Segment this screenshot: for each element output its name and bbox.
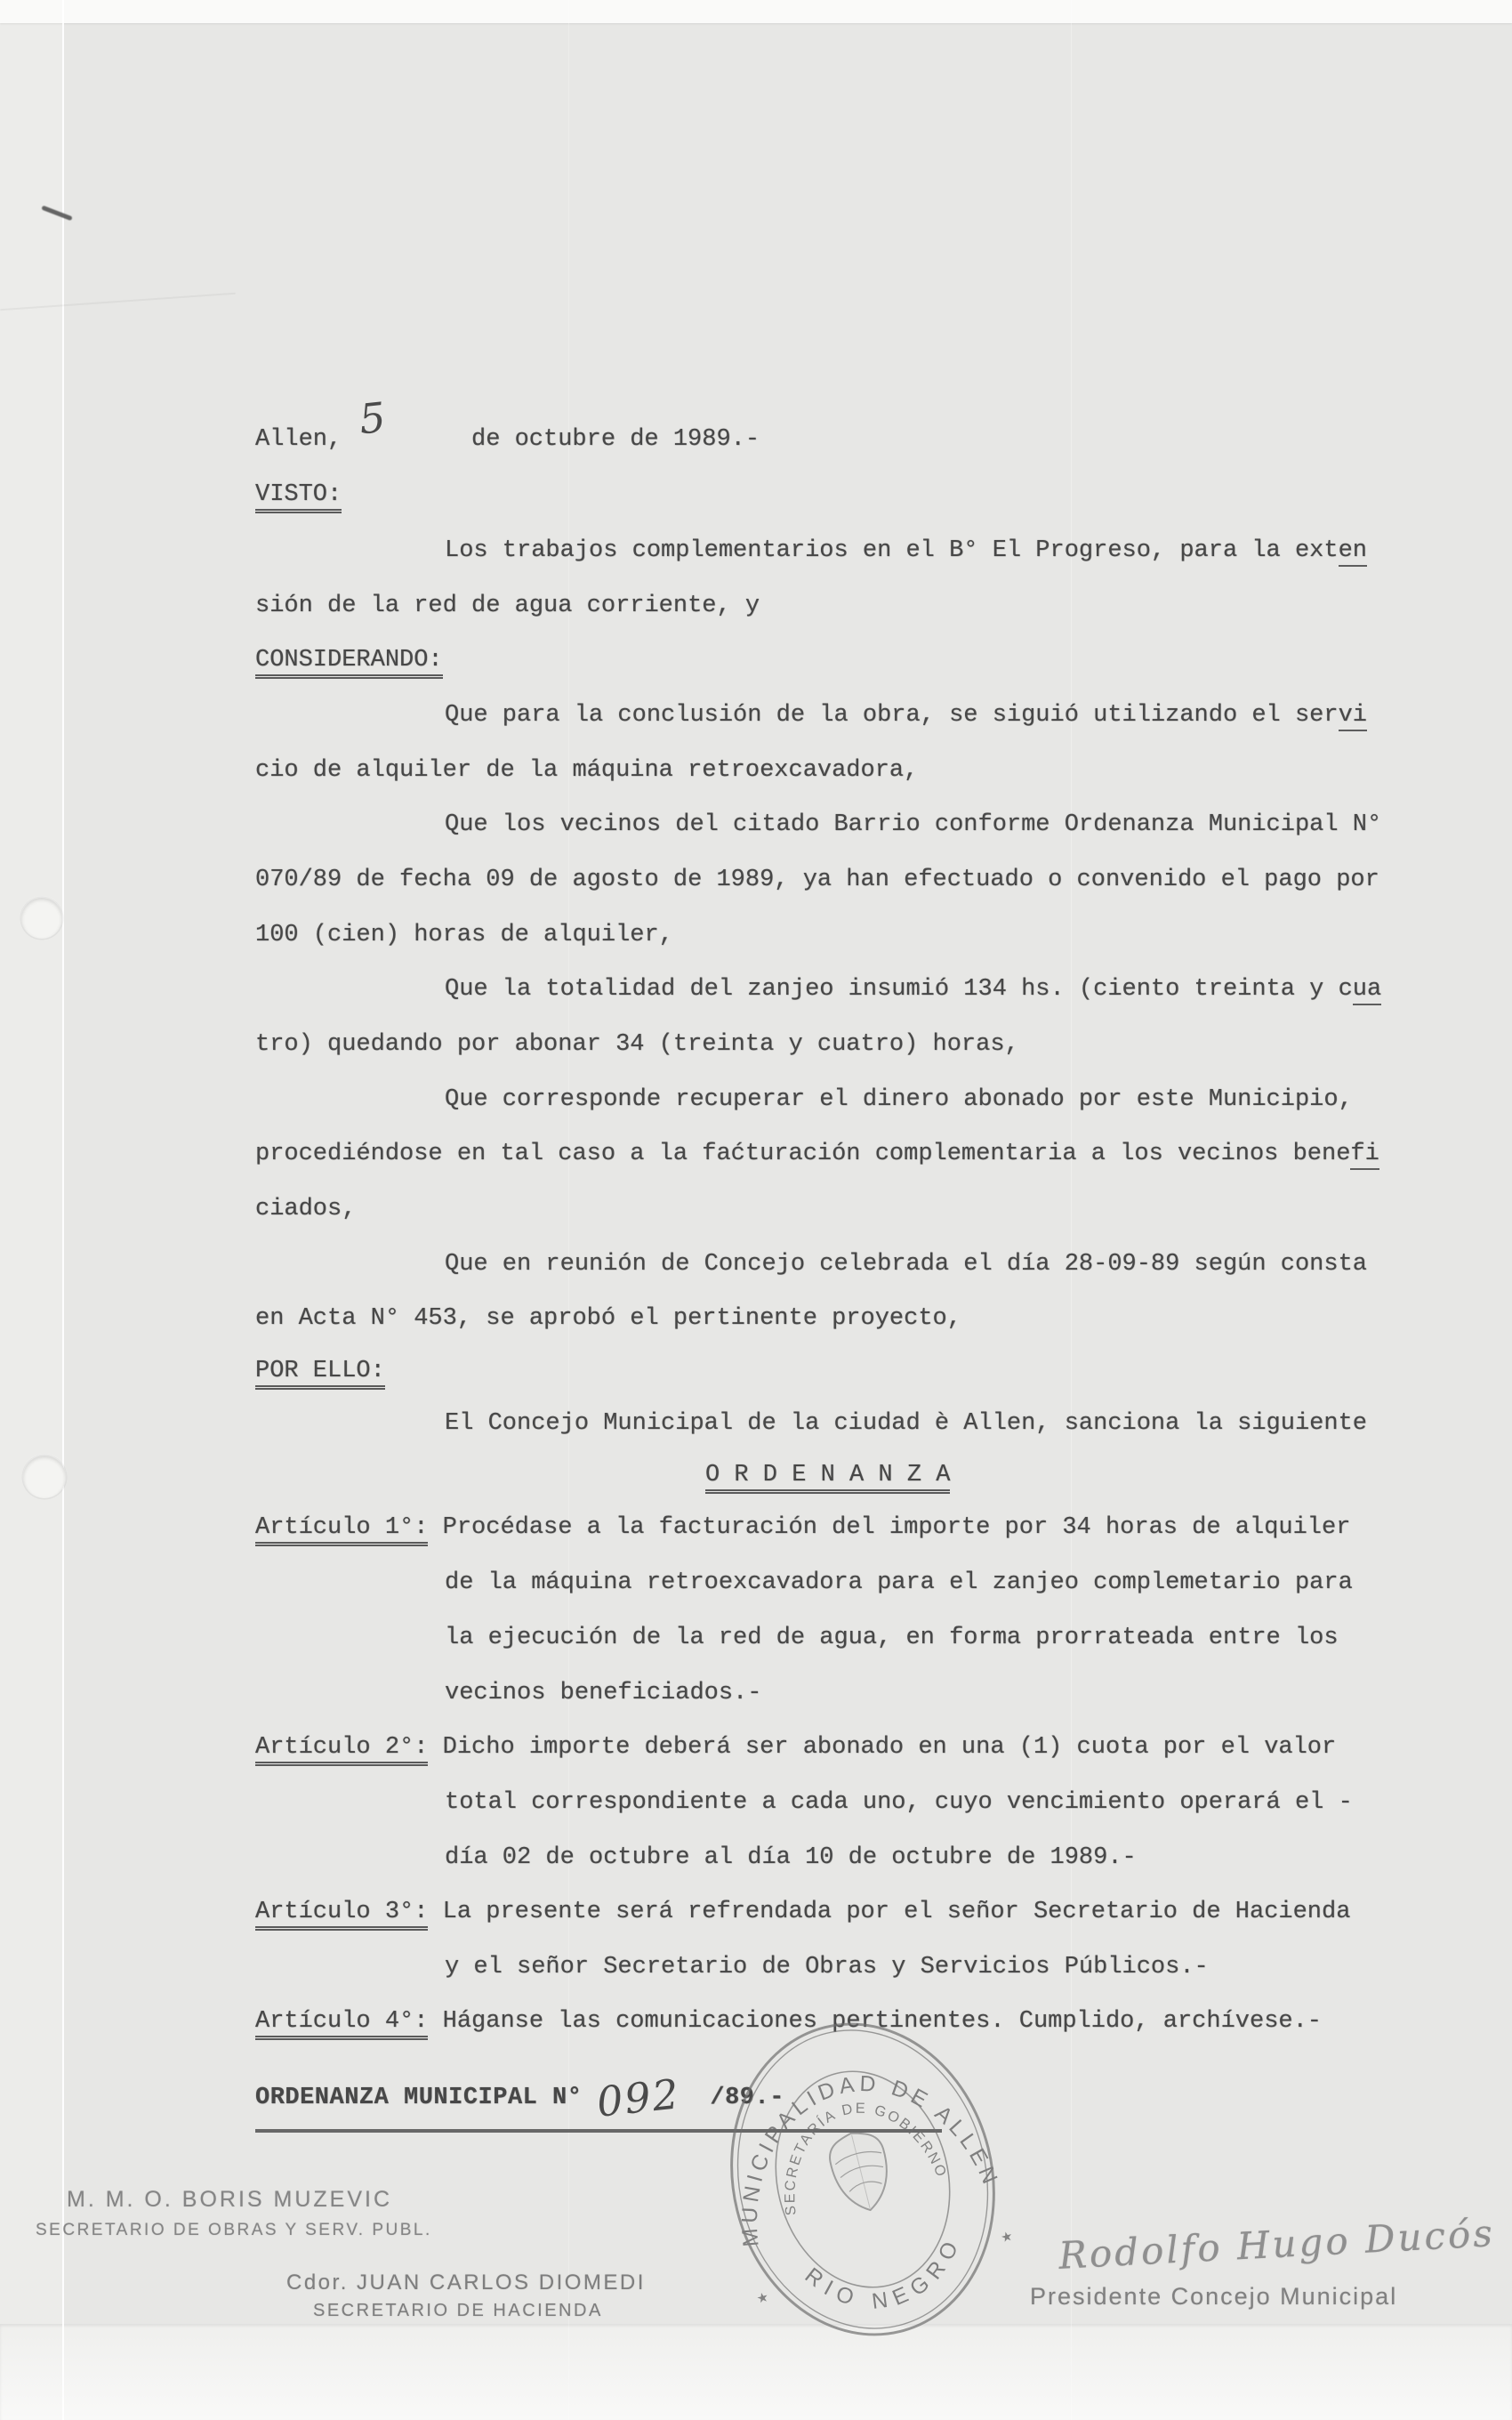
stamp-star-right-icon: ★ — [999, 2229, 1015, 2247]
document-line — [255, 866, 1379, 894]
typed-text: O R D E N A N Z A — [705, 1462, 950, 1494]
punch-hole-top — [21, 898, 62, 939]
document-line — [445, 1250, 1367, 1279]
typed-text: /89.- — [680, 2085, 784, 2111]
document-line — [255, 1030, 1019, 1059]
handwritten-text: 5 — [357, 392, 390, 444]
typed-text: Allen, — [255, 426, 342, 453]
typed-text: POR ELLO: — [255, 1358, 385, 1390]
typed-text: Artículo 1°: — [255, 1514, 428, 1546]
scan-top-edge — [0, 0, 1512, 23]
document-line — [445, 1409, 1367, 1438]
typed-text: en — [1339, 537, 1367, 567]
scan-left-column-shade — [0, 0, 63, 2420]
document-line — [255, 480, 342, 509]
document-line — [255, 921, 673, 949]
document-line — [705, 1461, 950, 1489]
typed-text: El Concejo Municipal de la ciudad è Allen, sanciona la siguiente — [445, 1410, 1367, 1437]
typed-text: y el señor Secretario de Obras y Servicios Públicos.- — [445, 1954, 1209, 1980]
typed-text: Procédase a la facturación del importe por 34 horas de alquiler — [428, 1514, 1351, 1541]
document-line — [255, 756, 918, 785]
typed-text: total correspondiente a cada uno, cuyo vencimiento operará el - — [445, 1789, 1353, 1816]
paper-crease-vertical-1 — [568, 0, 569, 2420]
typed-text: tro) quedando por abonar 34 (treinta y cuatro) horas, — [255, 1031, 1019, 1058]
typed-text: ORDENANZA MUNICIPAL N° — [255, 2085, 598, 2111]
document-line — [255, 425, 342, 454]
typed-text: vi — [1339, 702, 1367, 731]
document-line — [255, 1513, 1350, 1542]
typed-text: Que la totalidad del zanjeo insumió 134 hs. (ciento treinta y c — [445, 976, 1353, 1003]
typed-text: día 02 de octubre al día 10 de octubre de 1989.- — [445, 1844, 1137, 1871]
typed-text: 070/89 de fecha 09 de agosto de 1989, ya han efectuado o convenido el pago por — [255, 867, 1379, 893]
official-title-hacienda: SECRETARIO DE HACIENDA — [313, 2301, 603, 2320]
president-title: Presidente Concejo Municipal — [1030, 2283, 1398, 2310]
president-signature: Rodolfo Hugo Ducós — [1058, 2211, 1496, 2278]
typed-text: ua — [1353, 976, 1381, 1005]
typed-text: la ejecución de la red de agua, en forma prorrateada entre los — [445, 1625, 1339, 1651]
paper-fold-line — [62, 0, 64, 2420]
document-line — [445, 1788, 1353, 1817]
typed-text: sión de la red de agua corriente, y — [255, 593, 760, 619]
typed-text: CONSIDERANDO: — [255, 647, 443, 679]
typed-text: Háganse las comunicaciones pertinentes. Cumplido, archívese.- — [428, 2008, 1323, 2035]
typed-text: en Acta N° 453, se aprobó el pertinente proyecto, — [255, 1305, 961, 1332]
document-line — [445, 1624, 1339, 1652]
document-line — [255, 646, 443, 674]
document-line — [445, 975, 1381, 1004]
document-line — [255, 1733, 1336, 1762]
handwritten-text: 092 — [594, 2069, 683, 2126]
typed-text: Artículo 3°: — [255, 1899, 428, 1931]
document-line — [445, 811, 1381, 839]
typed-text: vecinos beneficiados.- — [445, 1680, 762, 1706]
official-name-hacienda: Cdor. JUAN CARLOS DIOMEDI — [286, 2271, 646, 2295]
document-line — [255, 592, 760, 620]
typed-text: de la máquina retroexcavadora para el zanjeo complemetario para — [445, 1569, 1353, 1596]
document-line — [445, 536, 1367, 565]
punch-hole-bottom — [23, 1456, 66, 1498]
document-line — [445, 1085, 1353, 1114]
document-line — [445, 1953, 1209, 1981]
typed-text: Que en reunión de Concejo celebrada el día 28-09-89 según consta — [445, 1251, 1367, 1278]
typed-text: La presente será refrendada por el señor Secretario de Hacienda — [428, 1899, 1351, 1925]
typed-text: ciados, — [255, 1196, 357, 1222]
document-line — [471, 425, 760, 454]
typed-text: de octubre de 1989.- — [471, 426, 760, 453]
typed-text: fi — [1350, 1141, 1379, 1170]
typed-text: Dicho importe deberá ser abonado en una (1) cuota por el valor — [428, 1734, 1337, 1761]
document-line — [255, 1140, 1379, 1168]
document-line — [255, 1304, 961, 1333]
document-line — [357, 392, 390, 444]
paper-crease-vertical-2 — [1071, 0, 1072, 2420]
typed-text: VISTO: — [255, 481, 342, 513]
typed-text: Los trabajos complementarios en el B° El Progreso, para la ext — [445, 537, 1339, 564]
typed-text: cio de alquiler de la máquina retroexcavadora, — [255, 757, 919, 784]
stamp-text-rio-negro: RIO NEGRO — [800, 2230, 967, 2315]
document-line — [255, 1898, 1350, 1926]
typed-text: Que para la conclusión de la obra, se siguió utilizando el ser — [445, 702, 1339, 729]
document-line — [445, 701, 1367, 730]
stamp-crest-icon — [824, 2126, 897, 2216]
stamp-star-left-icon: ★ — [755, 2290, 771, 2307]
document-line — [255, 1195, 356, 1223]
stamp-text-secretaria: SECRETARÍA DE GOBIERNO — [782, 2100, 951, 2217]
typed-text: Artículo 2°: — [255, 1734, 428, 1766]
official-name-obras: M. M. O. BORIS MUZEVIC — [67, 2187, 393, 2212]
document-line — [255, 1357, 385, 1385]
document-line — [445, 1679, 761, 1707]
document-line — [445, 1569, 1353, 1597]
typed-text: Que los vecinos del citado Barrio conforme Ordenanza Municipal N° — [445, 811, 1382, 838]
typed-text: Artículo 4°: — [255, 2008, 428, 2040]
typed-text: Que corresponde recuperar el dinero abonado por este Municipio, — [445, 1086, 1353, 1113]
stamp-text-municipalidad: MUNICIPALIDAD DE ALLEN — [737, 2071, 1004, 2248]
official-title-obras: SECRETARIO DE OBRAS Y SERV. PUBL. — [36, 2221, 432, 2239]
typed-text: procediéndose en tal caso a la faćturación complementaria a los vecinos bene — [255, 1141, 1351, 1167]
document-line — [445, 1843, 1137, 1872]
typed-text: 100 (cien) horas de alquiler, — [255, 922, 673, 948]
